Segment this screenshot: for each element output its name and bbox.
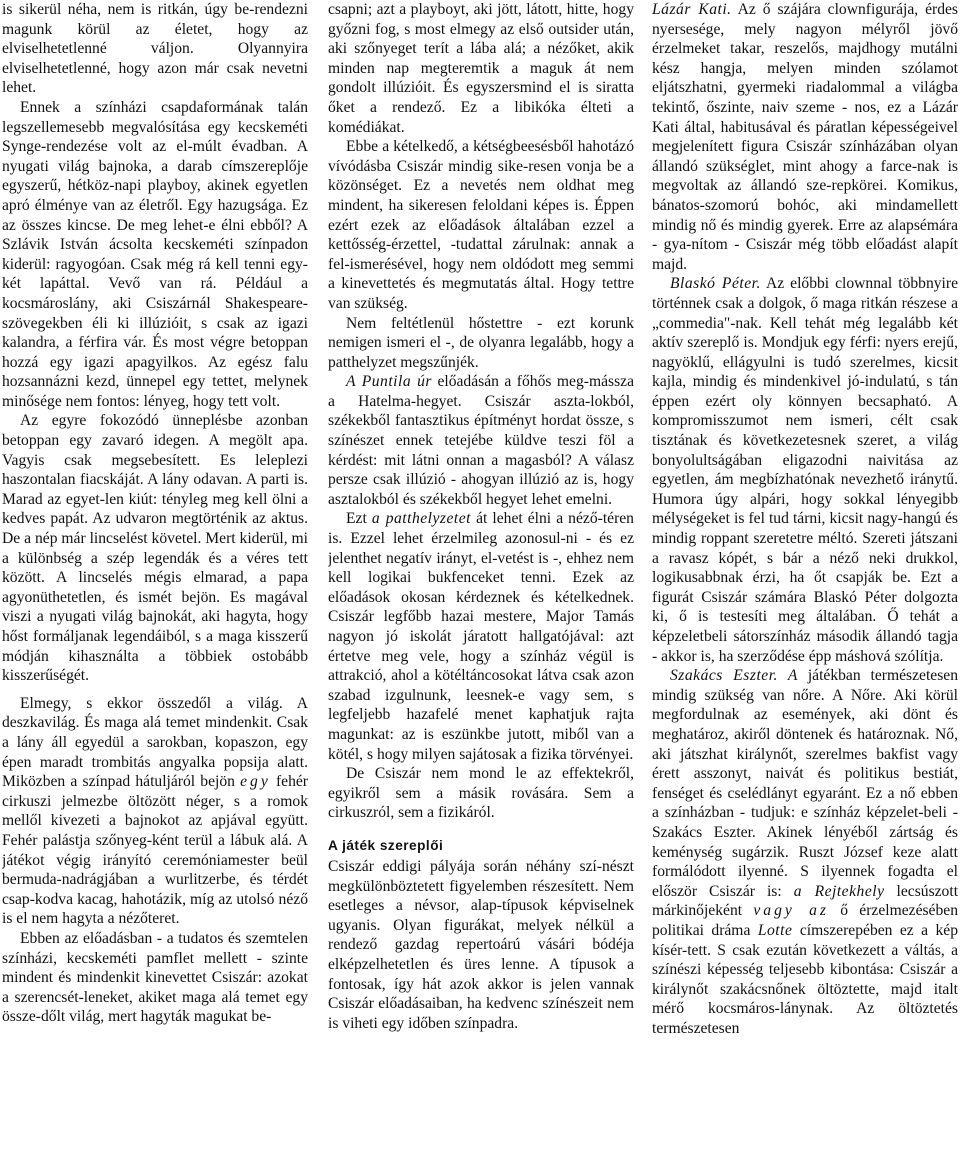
paragraph <box>652 666 958 1038</box>
paragraph: Ennek a színházi csapdaformának talán legszellemesebb megvalósítása egy kecskeméti Synge-rendezése volt az el-múlt évadban. A nyugati világ bajnoka, a darab címszereplője egyszerű, hétköz-napi playboy, akinek egyetlen apró élménye van az életről. Egy hazugsága. Ez az összes kincse. De meg lehet-e élni ebből? A Szlávik István ácsolta kecskeméti színpadon kiderül: ragyogóan. Csak még rá kell tenni egy-két lapáttal. Vevő van rá. Például a kocsmároslány, aki Csiszárnál Shakespeare-szövegekben éli ki illúzióit, s csak az igazi kalandra, a férfira vár. És most végre betoppan hozzá egy igazi apagyilkos. Az egész falu hozsannázni kezd, ünnepel egy tettet, melynek minősége nem fontos: lényeg, hogy tett volt. <box>2 98 308 410</box>
text-run: lecsúszott márkinőjeként <box>652 882 958 920</box>
paragraph: Ebbe a kételkedő, a kétségbeesésből hahotázó vívódásba Csiszár mindig sike-resen vonja be a közönséget. Ez a nevetés nem oldhat meg mindent, ha sikeresen feloldani képes is. Éppen ezért ezek az előadások általában ezzel a kettősség-érzettel, -tudattal zárulnak: annak a fel-ismerésével, hogy nem oldódott meg semmi a kinevettetés és megmutatás által. Hogy tettre van szükség. <box>328 138 634 312</box>
paragraph <box>652 0 958 274</box>
paragraph <box>328 372 634 509</box>
spaced-word: vagy az <box>753 902 829 920</box>
text-column-3 <box>652 0 958 1173</box>
text-run: Elmegy, s ekkor összedől a világ. A deszkavilág. És maga alá temet mindenkit. Csak a lány áll egyedül a sarokban, kopaszon, egy épen maradt trombitás angyalka popsija alatt. Miközben a színpad hátuljáról bejön <box>2 694 308 791</box>
paragraph <box>328 509 634 764</box>
paragraph: Ebben az előadásban - a tudatos és szemtelen színházi, kecskeméti pamflet mellett - szinte mindent és mindenkit kinevettet Csiszár: azokat a szerencsét-leneket, akiket maga alá temet egy össze-dőlt világ, mert hagyták magukat be- <box>2 929 308 1026</box>
paragraph <box>652 274 958 666</box>
text-run: előadásán a főhős meg-mássza a Hatelma-hegyet. Csiszár aszta-lokból, székekből fantasztikus építményt hordat össze, s színészet ennek tetejébe küldve teszi föl a kérdést: mit látni onnan a magasból? A válasz persze csak illúzió - ahogyan illúzió az is, hogy asztalokból és székekből hegyet lehet emelni. <box>328 373 634 508</box>
paragraph: is sikerül néha, nem is ritkán, úgy be-rendezni magunk körül az életet, hogy az elviselhetetlenné váljon. Olyannyira elviselhetetlenné, hogy azon már csak nevetni lehet. <box>2 1 308 97</box>
text-run: Az ő szájára clownfigurája, érdes nyersesége, mely nagyon mélyről jövő érzelmeket takar, reszelős, majdhogy mutálni kész hangja, melyen minden szólamot eljátszhatni, gyermeki riadalommal a világba tekintő, őszinte, naiv szeme - nos, ez a Lázár Kati által, habitusával és páratlan képességeivel megjelenített figura Csiszár színházában olyan állandó szükséglet, mint ahogy a farce-nak is megvoltak az állandó sze-repkörei. Komikus, bánatos-szomorú bohóc, aki mindamellett mindig nő és mindig gyerek. Erre az alapsémára - gya-nítom - Csiszár még több előadást alapít majd. <box>652 1 958 273</box>
play-title: A Puntila úr <box>346 373 432 391</box>
spaced-word: egy <box>240 773 271 791</box>
emphasis: a patthelyzetet <box>371 510 472 528</box>
text-column-2 <box>328 0 634 1173</box>
section-heading: A játék szereplői <box>328 837 444 853</box>
text-run: címszerepében ez a kép kísér-tett. S csak ezután következett a váltás, a színészi képesség teljesebb kibontása: Csiszár a királynőt szakácsnőnek öltöztette, majd italt mérő kocsmáros-lánynak. Az öltöztetés természetesen <box>652 921 958 1037</box>
actor-name: Blaskó Péter. <box>670 275 761 293</box>
text-run: játékban természetesen mindig szükség van nőre. A Nőre. Aki körül megfordulnak az események, aki dönt és meghatároz, akiről döntenek és határoznak. Nő, aki játszhat királynőt, szerelmes bakfist vagy érett asszonyt, naivát és politikus bestiát, fenséget és cselédlányt egyaránt. Ez a nő ebben a színházban - tudjuk: e színház képzelet-beli - Szakács Eszter. Akinek lényéből zártság és keménység sugárzik. Ruszt József keze alatt formálódott ilyenné. S ilyennek fogadta el először Csiszár is: <box>652 667 958 900</box>
paragraph: Nem feltétlenül hőstettre - ezt korunk nemigen ismeri el -, de olyanra legalább, hogy a patthelyzet megszűnjék. <box>328 314 634 371</box>
paragraph <box>2 694 308 929</box>
actor-name: Szakács Eszter. <box>670 667 778 685</box>
text-run: Az előbbi clownnal többnyire történnek csak a dolgok, ő maga ritkán részese a „commedia"-nak. Kell tehát még legalább két aktív szereplő is. Mondjuk egy férfi: nyers erejű, nagyöklű, ellágyulni is tudó szerelmes, kicsit kajla, mindig és mindenkivel jó-indulatú, s tán éppen ezért oly könnyen becsapható. A kompromisszumot nem ismeri, célt csak tisztának és következetesnek szeret, a világ bonyolultságában eligazodni naivitása az egyetlen, ám megbízhatónak nevezhető iránytű. Humora úgy alpári, hogy sokkal lényegibb mélységeket is fel tud tárni, kicsit nagy-hangú és mindig roppant szeretetre méltó. Szereti játszani a ravasz kópét, s bár a néző neki drukkol, logikusabbnak érzi, ha őt csapják be. Ezt a figurát Csiszár számára Blaskó Péter dolgozta ki, ő is testesíti meg általában. Ő tehát a képzeletbeli sátorszínház második állandó tagja - akkor is, ha szerződése épp máshová szólítja. <box>652 275 958 665</box>
play-title: Lotte <box>757 921 793 939</box>
play-title: a Rejtekhely <box>793 882 885 900</box>
text-run: fehér cirkuszi jelmezbe öltözött néger, s a romok mellől kivezeti a bajnokot az apjával együtt. Fehér palástja szőnyeg-ként terül a lábuk alá. A játékot végig irányító ceremóniamester beül bermuda-nadrágjában a wurlitzerbe, és térdét csap-kodva kacag, hahotázik, míg az utolsó néző is el nem hagyta a nézőteret. <box>2 773 308 928</box>
text-column-1 <box>2 0 308 1173</box>
paragraph: csapni; azt a playboyt, aki jött, látott, hitte, hogy győzni fog, s most elmegy az első outsider után, aki szőnyeget terít a lába alá; a nézőket, akik minden nap megteremtik a maguk át nem gondolt illúzióit. És egyszersmind el is siratta őket a rendező. Ez a libikóka élteti a komédiákat. <box>328 1 634 136</box>
emphasis: A <box>787 667 798 685</box>
paragraph: De Csiszár nem mond le az effektekről, egyikről sem a másik rovására. Sem a cirkuszról, sem a fizikáról. <box>328 765 634 822</box>
text-run: Ezt <box>346 510 367 528</box>
paragraph: Az egyre fokozódó ünneplésbe azonban betoppan egy zavaró idegen. A megölt apa. Vagyis csak megsebesített. Es leleplezi haszontalan fiacskáját. A lány odavan. A parti is. Marad az egyet-len kiút: tényleg meg kell ölni a kedves papát. Az udvaron megtörténik az aktus. De a nép már lincselést követel. Mert kiderül, mi a különbség a szép legendák és a véres tett között. A lincselés mégis elmarad, a papa agyonüthetetlen, és ismét bejön. Es magával viszi a nyugati világ bajnokát, aki hagyta, hogy hőst formáljanak legendáiból, s a maga kisszerű módján kihasználta a többiek ostobább kisszerűségét. <box>2 412 308 685</box>
actor-name: Lázár Kati. <box>652 1 732 18</box>
text-run: át lehet élni a néző-téren is. Ezzel lehet érzelmileg azonosul-ni - és ez jelenthet negatív irányt, el-vetést is -, ehhez nem kell logikai bukfenceket tenni. Ezek az előadások okosan kérdeznek és kételkednek. Csiszár legfőbb hazai mestere, Major Tamás nagyon jó iskolát járatott hallgatójával: azt értetve meg vele, hogy a színház végül is attrakció, ahol a kötéltáncosokat látva csak azon szabad izgulnunk, leesnek-e vagy sem, s legfeljebb hazafelé menet kaphatjuk rajta magunkat: az is eszünkbe jutott, miből van a kötél, s hogy milyen sajátosak a fizika törvényei. <box>328 510 634 763</box>
paragraph: Csiszár eddigi pályája során néhány szí-nészt megkülönböztetett figyelemben részesített. Nem esetleges a névsor, alap-típusok képviselnek ugyanis. Olyan figurákat, melyek nélkül a rendező gazdag repertoárú vásári bódéja elképzelhetetlen és üres lenne. A típusok a fontosak, így hát azok akkor is jelen vannak Csiszár előadásaiban, ha kedvenc színészeit nem is viheti egy időben színpadra. <box>328 857 634 1032</box>
text-run: ő érzelmezésében politikai dráma <box>652 902 958 939</box>
